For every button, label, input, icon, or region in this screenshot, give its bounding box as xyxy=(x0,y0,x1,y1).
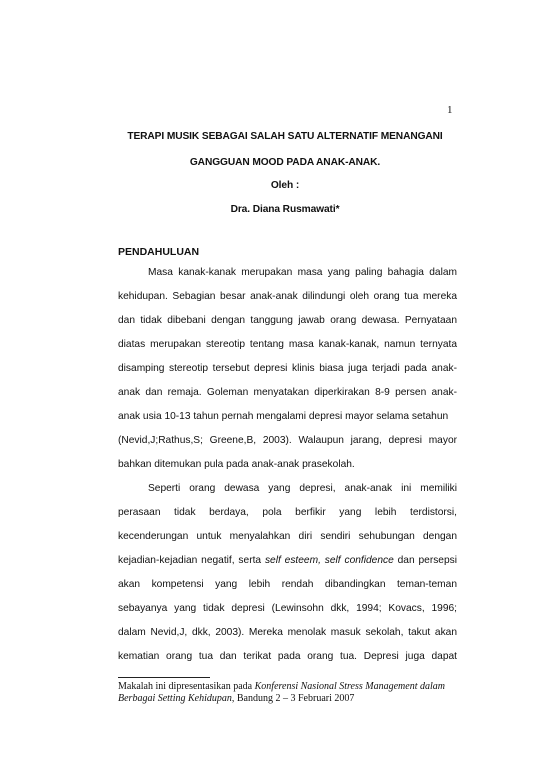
italic-term: self esteem, self confidence xyxy=(264,555,394,566)
paragraph-2-line: dalam Nevid,J, dkk, 2003). Mereka menolak masuk sekolah, takut akan xyxy=(118,627,457,638)
paragraph-1-line: dan tidak dibebani dengan tanggung jawab orang dewasa. Pernyataan xyxy=(118,315,457,326)
paragraph-2-line xyxy=(118,555,457,567)
title-line-1: TERAPI MUSIK SEBAGAI SALAH SATU ALTERNATIF MENANGANI xyxy=(127,131,443,142)
paragraph-2-line: sebayanya yang tidak depresi (Lewinsohn dkk, 1994; Kovacs, 1996; xyxy=(118,603,457,614)
paragraph-2-line: kecenderungan untuk menyalahkan diri sendiri sehubungan dengan xyxy=(118,531,457,542)
section-heading: PENDAHULUAN xyxy=(118,246,200,258)
paragraph-2-line: Seperti orang dewasa yang depresi, anak-anak ini memiliki xyxy=(148,483,457,494)
paragraph-2-line: perasaan tidak berdaya, pola berfikir yang lebih terdistorsi, xyxy=(118,507,457,518)
paragraph-2-line: akan kompetensi yang lebih rendah dibandingkan teman-teman xyxy=(118,579,457,590)
paragraph-2-line-text: kejadian-kejadian negatif, serta xyxy=(118,555,265,566)
paragraph-2-line: kematian orang tua dan terikat pada orang tua. Depresi juga dapat xyxy=(118,651,457,662)
title-line-2: GANGGUAN MOOD PADA ANAK-ANAK. xyxy=(189,157,381,168)
paragraph-1-line: anak dan remaja. Goleman menyatakan diperkirakan 8-9 persen anak- xyxy=(118,387,457,398)
page-number: 1 xyxy=(447,104,453,116)
paragraph-1-line: Masa kanak-kanak merupakan masa yang paling bahagia dalam xyxy=(148,267,457,278)
author-name: Dra. Diana Rusmawati* xyxy=(230,204,340,215)
paragraph-1-line: disamping stereotip tersebut depresi klinis biasa juga terjadi pada anak- xyxy=(118,363,457,374)
footnote-divider xyxy=(118,677,210,678)
paragraph-1-line: anak usia 10-13 tahun pernah mengalami depresi mayor selama setahun xyxy=(118,411,449,422)
byline-label: Oleh : xyxy=(270,180,300,191)
footnote-text: Makalah ini dipresentasikan pada xyxy=(118,681,255,692)
paragraph-1-line: bahkan ditemukan pula pada anak-anak prasekolah. xyxy=(118,459,355,470)
paragraph-2-line-text: dan persepsi xyxy=(393,555,457,566)
paragraph-1-line: diatas merupakan stereotip tentang masa kanak-kanak, namun ternyata xyxy=(118,339,457,350)
footnote-line-2 xyxy=(118,693,458,704)
footnote-text: , Bandung 2 – 3 Februari 2007 xyxy=(231,693,355,704)
paragraph-1-line: kehidupan. Sebagian besar anak-anak dilindungi oleh orang tua mereka xyxy=(118,291,457,302)
footnote-line-1 xyxy=(118,681,458,692)
footnote-italic: Berbagai Setting Kehidupan xyxy=(118,693,232,704)
footnote-italic: Konferensi Nasional Stress Management dalam xyxy=(254,681,445,692)
paragraph-1-line: (Nevid,J;Rathus,S; Greene,B, 2003). Walaupun jarang, depresi mayor xyxy=(118,435,457,446)
